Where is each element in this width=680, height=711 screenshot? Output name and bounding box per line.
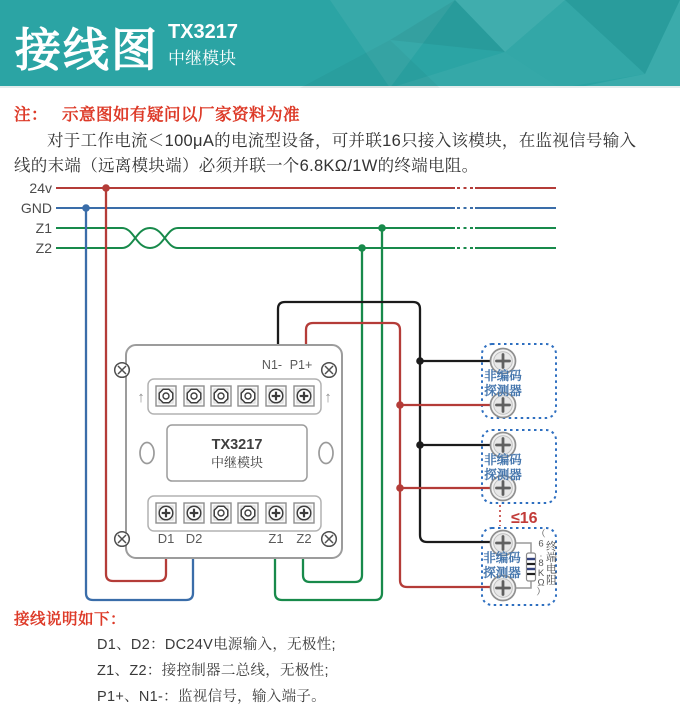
label-d2: D2 — [185, 531, 203, 546]
junction-z2 — [358, 244, 366, 252]
junction-n1-1 — [416, 357, 424, 365]
up-arrow-icon: ↑ — [324, 389, 332, 406]
junction-p1-1 — [396, 401, 404, 409]
detector-count-note: ≤16 — [511, 510, 538, 527]
description-line-1: 对于工作电流＜100μA的电流型设备，可并联16只接入该模块，在监视信号输入 — [47, 132, 637, 150]
instruction-item-z: Z1、Z2：接控制器二总线，无极性; — [97, 663, 329, 679]
up-arrow-icon: ↑ — [137, 389, 145, 406]
wire-z2-twisted — [56, 228, 455, 248]
terminal-p1 — [294, 386, 314, 406]
corner-screw-icon — [115, 363, 130, 378]
junction-gnd — [82, 204, 90, 212]
detector-2-label-1: 非编码 — [484, 453, 522, 467]
terminal-n1 — [266, 386, 286, 406]
description-line-2: 线的末端（远离模块端）必须并联一个6.8KΩ/1W的终端电阻。 — [14, 157, 479, 175]
module-name: TX3217 — [211, 437, 263, 453]
model-number: TX3217 — [168, 21, 239, 43]
detector-1-label-1: 非编码 — [484, 369, 522, 383]
label-p1: P1+ — [289, 358, 313, 372]
resistor-body — [527, 553, 536, 581]
wire-z1-twisted — [56, 228, 455, 248]
terminal-hex — [238, 503, 258, 523]
detector-3-label-2: 探测器 — [483, 566, 521, 580]
module-nameplate — [167, 425, 307, 481]
junction-24v — [102, 184, 110, 192]
instructions-title: 接线说明如下： — [14, 611, 127, 628]
page-title: 接线图 — [15, 24, 159, 76]
instruction-item-p: P1+、N1-：监视信号，输入端子。 — [97, 689, 326, 705]
terminal-hex — [238, 386, 258, 406]
resistor-value-vertical: （ 6 . 8 K Ω ） — [536, 529, 546, 599]
bus-label-24v: 24v — [29, 180, 52, 196]
bus-label-gnd: GND — [20, 200, 52, 216]
label-d1: D1 — [157, 531, 175, 546]
bus-wires — [56, 188, 556, 248]
terminal-hex — [211, 386, 231, 406]
corner-screw-icon — [322, 363, 337, 378]
junction-n1-2 — [416, 441, 424, 449]
detector-3-label-1: 非编码 — [483, 551, 521, 565]
junction-p1-2 — [396, 484, 404, 492]
mounting-hole — [140, 443, 154, 464]
terminal-z1 — [266, 503, 286, 523]
terminal-d1 — [156, 503, 176, 523]
corner-screw-icon — [322, 532, 337, 547]
bus-label-z1: Z1 — [35, 220, 52, 236]
module-type: 中继模块 — [210, 455, 264, 470]
detector-2-label-2: 探测器 — [484, 468, 522, 482]
note-label: 注： — [14, 106, 48, 124]
detector-1-label-2: 探测器 — [484, 384, 522, 398]
terminal-hex — [211, 503, 231, 523]
label-n1: N1- — [261, 358, 283, 372]
relay-module — [115, 345, 342, 558]
mounting-hole — [319, 443, 333, 464]
resistor-name-vertical: 终端电阻 — [546, 541, 557, 587]
note-text: 示意图如有疑问以厂家资料为准 — [62, 106, 300, 124]
corner-screw-icon — [115, 532, 130, 547]
bus-label-z2: Z2 — [35, 240, 52, 256]
model-type: 中继模块 — [168, 49, 236, 68]
terminal-z2 — [294, 503, 314, 523]
terminal-hex — [184, 386, 204, 406]
label-z1: Z1 — [268, 531, 284, 546]
terminal-hex — [156, 386, 176, 406]
instruction-item-d: D1、D2：DC24V电源输入，无极性; — [97, 637, 336, 653]
junction-z1 — [378, 224, 386, 232]
label-z2: Z2 — [296, 531, 312, 546]
terminal-d2 — [184, 503, 204, 523]
